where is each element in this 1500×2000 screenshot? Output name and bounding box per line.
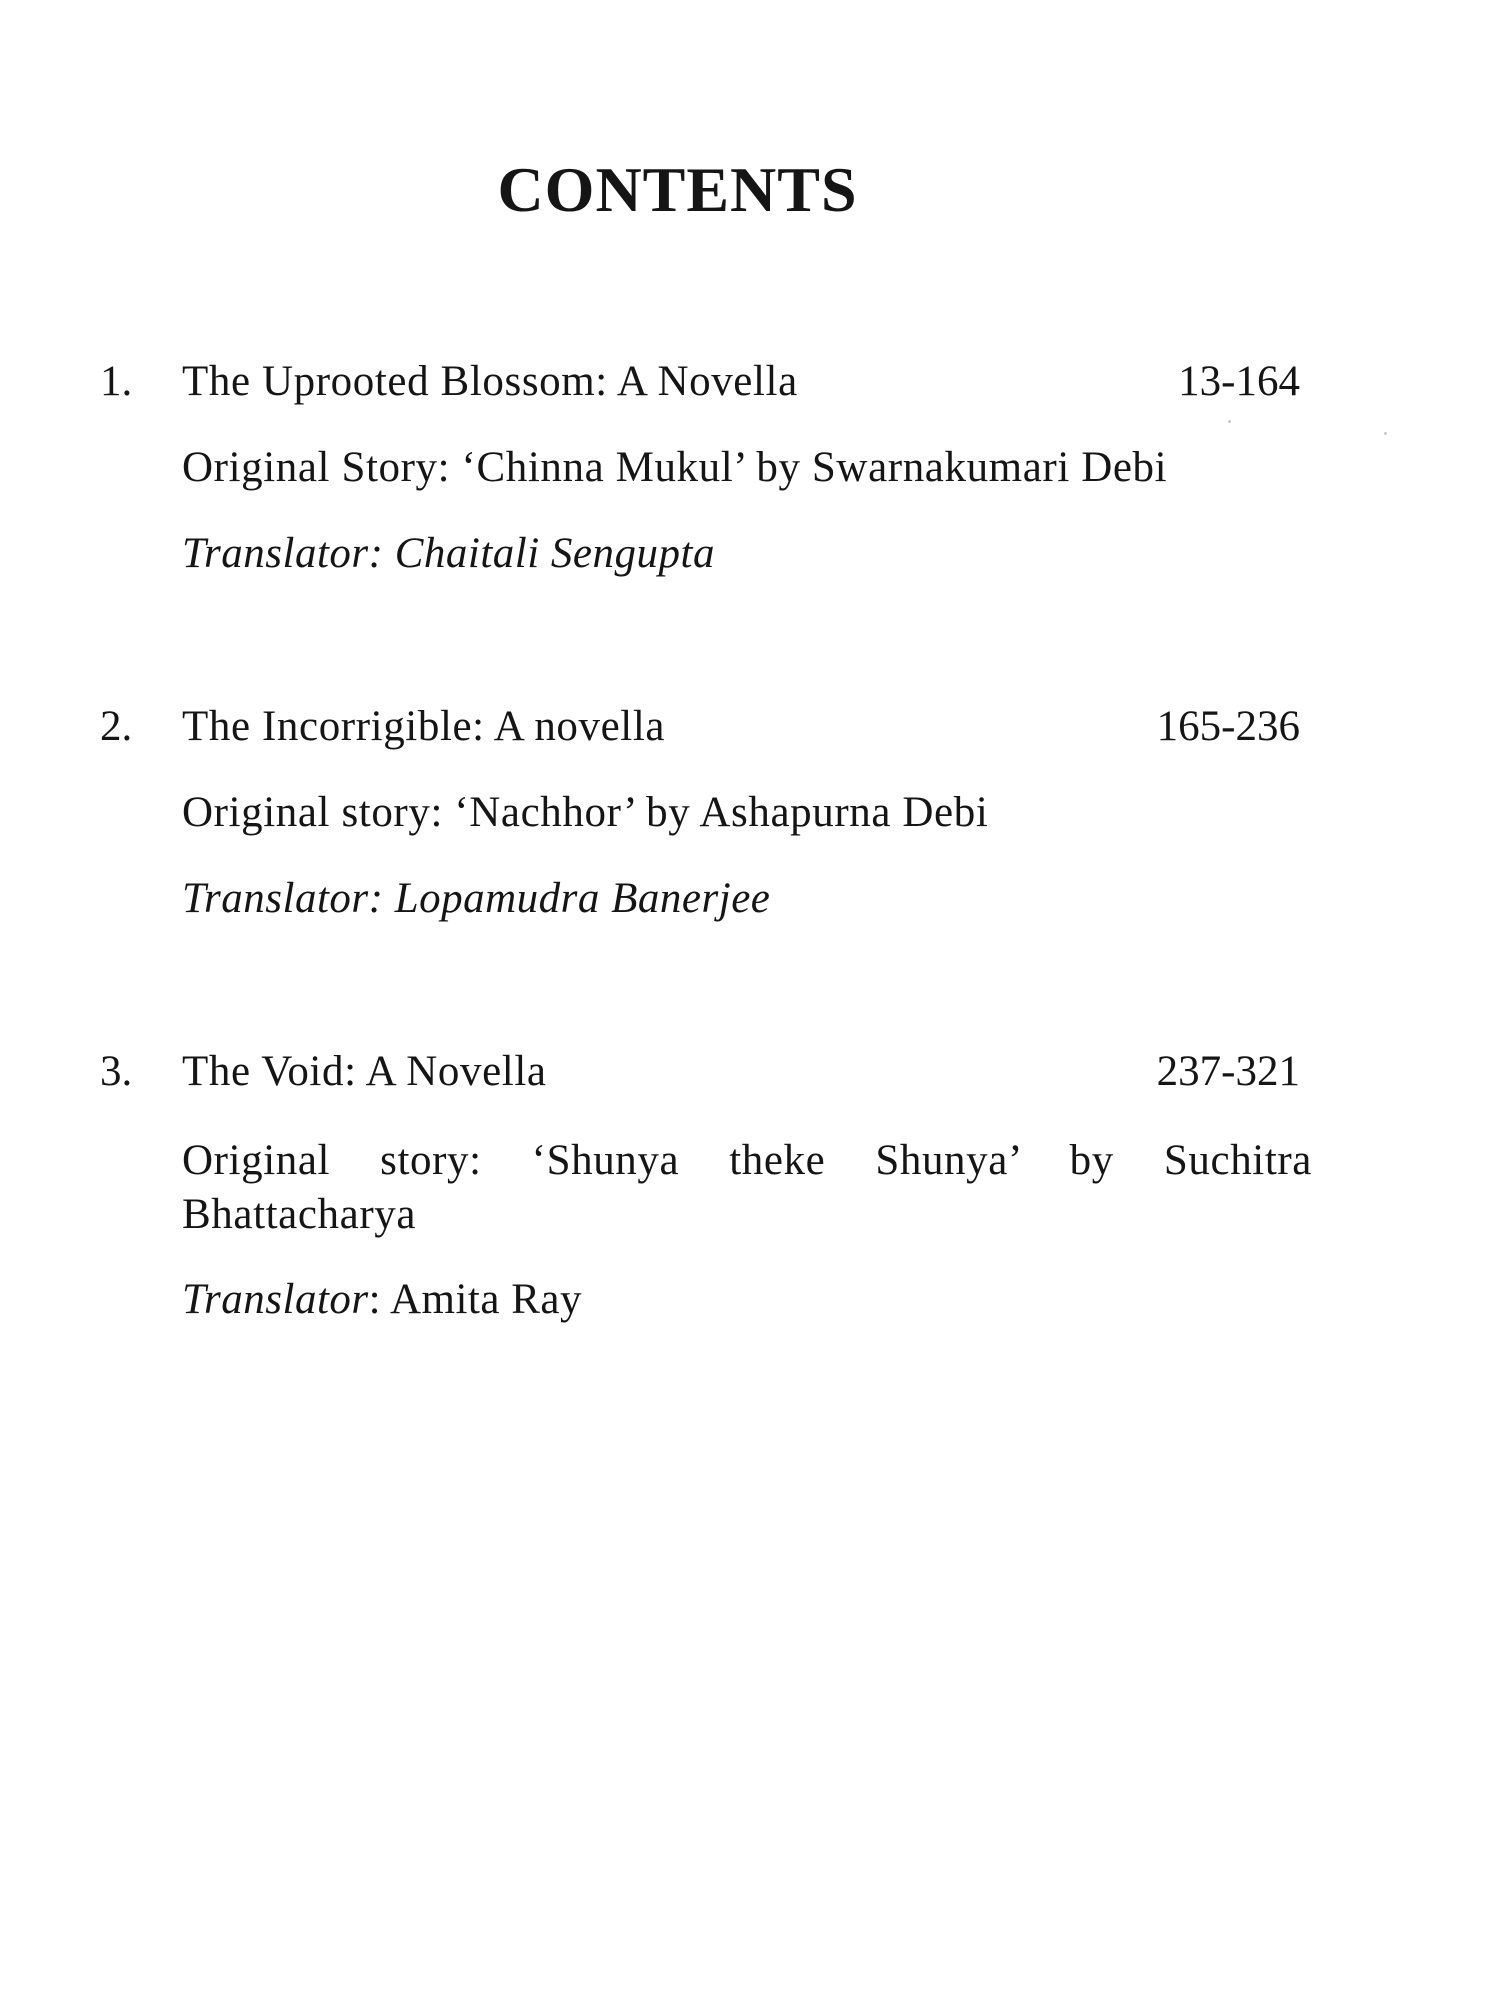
entry-number: 2. [100, 703, 133, 750]
translator-name: Amita Ray [389, 1276, 582, 1323]
entry-number: 1. [100, 358, 133, 405]
translator-name: Chaitali Sengupta [394, 530, 715, 577]
page-title: CONTENTS [497, 154, 858, 225]
translator-label: Translator [182, 1276, 369, 1323]
entry-heading: The Incorrigible: A novella [182, 703, 666, 750]
entry-translator [182, 530, 715, 578]
translator-label: Translator [182, 875, 369, 922]
entry-original-story: Original Story: ‘Chinna Mukul’ by Swarnakumari Debi [182, 444, 1168, 491]
translator-name: Lopamudra Banerjee [394, 875, 771, 922]
entry-translator [182, 875, 770, 923]
scan-speck [1384, 432, 1387, 435]
translator-separator: : [368, 530, 395, 577]
entry-heading: The Void: A Novella [182, 1048, 547, 1095]
translator-separator: : [368, 1276, 390, 1323]
entry-number: 3. [100, 1048, 133, 1095]
entry-original-story: Original story: ‘Shunya theke Shunya’ by Suchitra Bhattacharya [182, 1137, 1312, 1238]
entry-heading: The Uprooted Blossom: A Novella [182, 358, 798, 405]
entry-translator [182, 1276, 582, 1324]
entry-page-range: 237-321 [1156, 1048, 1300, 1095]
scan-speck [1228, 420, 1231, 423]
entry-page-range: 165-236 [1156, 703, 1300, 750]
translator-separator: : [368, 875, 395, 922]
entry-page-range: 13-164 [1178, 358, 1300, 405]
translator-label: Translator [182, 530, 369, 577]
entry-original-story: Original story: ‘Nachhor’ by Ashapurna Debi [182, 789, 989, 836]
